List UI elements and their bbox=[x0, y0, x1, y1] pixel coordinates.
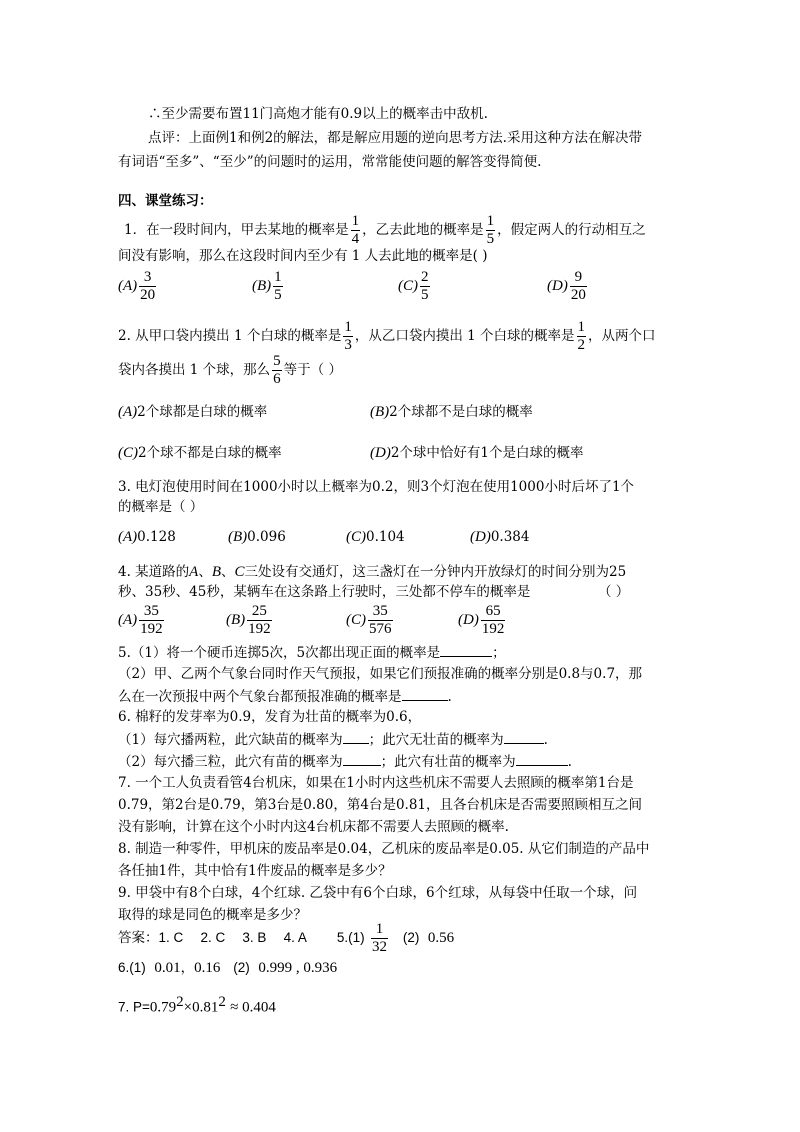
q3-option-d bbox=[470, 527, 529, 547]
section-title: 四、课堂练习： bbox=[118, 193, 213, 209]
q1-option-d-label: (D) bbox=[547, 278, 568, 294]
q2-fraction-1 bbox=[343, 319, 353, 354]
q1-option-a-label: (A) bbox=[118, 278, 138, 294]
q4-option-c bbox=[346, 602, 395, 638]
q4-option-b-fraction bbox=[247, 603, 272, 638]
q4-text-1: 4. 某道路的 bbox=[118, 564, 190, 580]
answer-5-2-value: 0.56 bbox=[427, 930, 455, 946]
q2-text-1: 2. 从甲口袋内摸出 1 个白球的概率是 bbox=[118, 328, 342, 344]
q1-option-d-den: 20 bbox=[570, 287, 586, 303]
q6-blank-4[interactable] bbox=[516, 751, 568, 766]
q1-option-b bbox=[252, 268, 285, 304]
q1-option-a-num: 3 bbox=[139, 269, 156, 287]
q4-option-d-fraction bbox=[481, 603, 506, 638]
answer-1: 1. C bbox=[158, 930, 184, 945]
q1-line-1 bbox=[124, 212, 646, 248]
q5-text-3-end: . bbox=[447, 689, 452, 705]
q2-option-c-text: 2个球不都是白球的概率 bbox=[138, 445, 282, 461]
q4-option-b-label: (B) bbox=[226, 612, 246, 628]
answer-2: 2. C bbox=[200, 930, 226, 945]
q4-option-d bbox=[458, 602, 507, 638]
answer-3: 3. B bbox=[242, 930, 267, 945]
q4-option-d-label: (D) bbox=[458, 612, 479, 628]
q7-line-1: 7. 一个工人负责看管4台机床，如果在1小时内这些机床不需要人去照顾的概率第1台是 bbox=[118, 775, 634, 791]
q1-f1-num: 1 bbox=[351, 213, 360, 229]
q1-option-a bbox=[118, 268, 158, 304]
q8-line-2: 各任抽1件，其中恰有1件废品的概率是多少？ bbox=[118, 863, 392, 879]
q1-option-b-den: 5 bbox=[274, 287, 282, 303]
answer-7-result: ≈ 0.404 bbox=[230, 999, 276, 1016]
q3-option-d-label: (D) bbox=[470, 529, 491, 545]
q2-line-1 bbox=[118, 318, 656, 354]
q7-line-2: 0.79，第2台是0.79，第3台是0.80，第4台是0.81，且各台机床是否需要照顾相互之间 bbox=[118, 797, 643, 813]
q5-text-1-end: ； bbox=[492, 645, 506, 661]
q6-line-3 bbox=[118, 751, 572, 772]
q4-var-c: C bbox=[234, 564, 245, 580]
q3-option-a-label: (A) bbox=[118, 529, 138, 545]
q1-option-c-fraction bbox=[420, 269, 430, 304]
q1-option-a-fraction bbox=[139, 269, 156, 304]
q3-option-b-label: (B) bbox=[228, 529, 248, 545]
q2-option-a-label: (A) bbox=[118, 404, 138, 420]
q6-text-3b: ；此穴有壮苗的概率为 bbox=[380, 754, 516, 770]
q2-fraction-3 bbox=[272, 353, 282, 388]
q4-option-a-fraction bbox=[139, 603, 164, 638]
q2-option-d-text: 2个球中恰好有1个是白球的概率 bbox=[390, 445, 584, 461]
answer-6-label: 6.(1) bbox=[118, 960, 146, 975]
answer-6-value-2: 0.16 bbox=[194, 960, 221, 976]
q2-f1-den: 3 bbox=[344, 337, 352, 353]
q2-option-c bbox=[118, 443, 282, 463]
q2-option-d-label: (D) bbox=[370, 445, 391, 461]
q4-option-b bbox=[226, 602, 274, 638]
answer-6-2-value: 0.999 , 0.936 bbox=[258, 960, 338, 976]
q5-text-3: 么在一次预报中两个气象台都预报准确的概率是 bbox=[118, 689, 402, 705]
q1-fraction-2 bbox=[486, 213, 496, 248]
answer-5-2-label: (2) bbox=[402, 930, 420, 945]
q4-option-d-num: 65 bbox=[481, 603, 506, 621]
q2-f2-den: 2 bbox=[577, 337, 586, 353]
q4-option-a-num: 35 bbox=[139, 603, 164, 621]
answer-7-exp-1: 2 bbox=[176, 994, 184, 1010]
q2-text-5: 等于（ ） bbox=[283, 362, 342, 378]
q1-option-a-den: 20 bbox=[140, 287, 156, 303]
q2-f3-num: 5 bbox=[273, 353, 281, 369]
q3-option-a bbox=[118, 527, 176, 547]
q6-line-2 bbox=[118, 729, 548, 750]
q2-text-4: 袋内各摸出 1 个球，那么 bbox=[118, 362, 271, 378]
q4-option-a bbox=[118, 602, 166, 638]
q1-f2-num: 1 bbox=[486, 213, 495, 229]
answer-6-sep: ， bbox=[180, 960, 195, 976]
answer-7-base-1: 0.79 bbox=[149, 999, 177, 1016]
answer-7-op: × bbox=[183, 999, 193, 1016]
q6-text-3a: （2）每穴播三粒，此穴有苗的概率为 bbox=[118, 754, 343, 770]
answer-7-label: 7. P= bbox=[118, 999, 150, 1015]
q4-option-c-fraction bbox=[368, 603, 393, 638]
q1-text-1: 1．在一段时间内，甲去某地的概率是 bbox=[124, 222, 349, 238]
q4-answer-paren: （ ） bbox=[598, 584, 630, 600]
q4-text-2: 三处设有交通灯，这三盏灯在一分钟内开放绿灯的时间分别为25 bbox=[244, 564, 627, 580]
answers-line-3 bbox=[118, 992, 276, 1018]
q2-f1-num: 1 bbox=[344, 319, 352, 335]
q5-line-1 bbox=[118, 642, 506, 663]
q1-text-3: ，假定两人的行动相互之 bbox=[497, 222, 646, 238]
q4-option-a-label: (A) bbox=[118, 612, 138, 628]
q2-option-b-label: (B) bbox=[370, 404, 390, 420]
answer-5-fraction bbox=[371, 921, 388, 956]
q6-text-2a: （1）每穴播两粒，此穴缺苗的概率为 bbox=[118, 732, 343, 748]
q6-blank-1[interactable] bbox=[343, 729, 369, 744]
q4-option-b-den: 192 bbox=[248, 621, 271, 637]
answers-line-2 bbox=[118, 958, 337, 978]
q2-option-d bbox=[370, 443, 584, 463]
answer-6-value-1: 0.01 bbox=[154, 960, 181, 976]
q6-text-3-end: . bbox=[567, 754, 572, 770]
answer-4: 4. A bbox=[283, 930, 307, 945]
q3-option-c bbox=[346, 527, 405, 547]
q3-option-c-text: 0.104 bbox=[366, 529, 405, 545]
q4-option-c-num: 35 bbox=[368, 603, 393, 621]
q9-line-2: 取得的球是同色的概率是多少？ bbox=[118, 907, 307, 923]
answer-5-label: 5.(1) bbox=[336, 930, 365, 945]
q4-line-2: 秒、35秒、45秒，某辆车在这条路上行驶时，三处都不停车的概率是 bbox=[118, 584, 531, 600]
q4-sep-1: 、 bbox=[198, 564, 212, 580]
q3-line-2: 的概率是（ ） bbox=[118, 499, 204, 515]
q2-f3-den: 6 bbox=[273, 371, 281, 387]
q4-var-a: A bbox=[189, 564, 199, 580]
q4-option-d-den: 192 bbox=[481, 621, 505, 637]
answers-line-1 bbox=[118, 920, 454, 956]
q1-option-d bbox=[547, 268, 589, 304]
q5-blank-1[interactable] bbox=[440, 642, 492, 657]
q2-text-2: ，从乙口袋内摸出 1 个白球的概率是 bbox=[354, 328, 575, 344]
q1-text-2: ，乙去此地的概率是 bbox=[362, 222, 484, 238]
q2-option-c-label: (C) bbox=[118, 445, 138, 461]
q5-line-3 bbox=[118, 686, 452, 707]
q1-option-d-fraction bbox=[570, 269, 587, 304]
q1-option-d-num: 9 bbox=[570, 269, 587, 287]
q1-option-b-num: 1 bbox=[274, 269, 282, 285]
q4-option-a-den: 192 bbox=[140, 621, 163, 637]
q4-sep-2: 、 bbox=[221, 564, 235, 580]
answer-7-base-2: 0.81 bbox=[192, 999, 219, 1016]
q2-text-3: ，从两个口 bbox=[588, 328, 656, 344]
q6-blank-3[interactable] bbox=[343, 751, 381, 766]
q6-text-2b: ；此穴无壮苗的概率为 bbox=[368, 732, 504, 748]
q8-line-1: 8. 制造一种零件，甲机床的废品率是0.04，乙机床的废品率是0.05. 从它们制造的产品中 bbox=[118, 841, 650, 857]
q2-option-a bbox=[118, 402, 267, 422]
q4-option-b-num: 25 bbox=[247, 603, 272, 621]
q3-option-b-text: 0.096 bbox=[247, 529, 286, 545]
q1-option-c bbox=[398, 268, 432, 304]
q3-option-c-label: (C) bbox=[346, 529, 366, 545]
q3-line-1: 3. 电灯泡使用时间在1000小时以上概率为0.2，则3个灯泡在使用1000小时后坏了1个 bbox=[118, 479, 635, 495]
q3-option-a-text: 0.128 bbox=[137, 529, 176, 545]
q1-option-c-label: (C) bbox=[398, 278, 418, 294]
q2-option-a-text: 2个球都是白球的概率 bbox=[137, 404, 268, 420]
q1-option-c-num: 2 bbox=[421, 269, 429, 285]
answer-5-num: 1 bbox=[371, 921, 388, 939]
q9-line-1: 9. 甲袋中有8个白球，4个红球. 乙袋中有6个白球，6个红球，从每袋中任取一个球，问 bbox=[118, 885, 638, 901]
answer-7-exp-2: 2 bbox=[218, 994, 226, 1010]
q1-option-b-fraction bbox=[273, 269, 283, 304]
q7-line-3: 没有影响，计算在这个小时内这4台机床都不需要人去照顾的概率. bbox=[118, 819, 509, 835]
q2-line-2 bbox=[118, 352, 342, 388]
q2-option-b bbox=[370, 402, 533, 422]
q4-option-c-den: 576 bbox=[369, 621, 392, 637]
answers-label: 答案： bbox=[118, 930, 159, 946]
q4-option-c-label: (C) bbox=[346, 612, 366, 628]
intro-line-1: ∴至少需要布置11门高炮才能有0.9以上的概率击中敌机. bbox=[148, 106, 488, 122]
q6-blank-2[interactable] bbox=[504, 729, 544, 744]
q6-line-1: 6. 棉籽的发芽率为0.9，发育为壮苗的概率为0.6， bbox=[118, 709, 422, 725]
q3-option-d-text: 0.384 bbox=[490, 529, 530, 545]
q1-option-c-den: 5 bbox=[421, 287, 429, 303]
intro-line-3: 有词语“至多”、“至少”的问题时的运用，常常能使问题的解答变得简便. bbox=[118, 154, 542, 170]
q1-f1-den: 4 bbox=[351, 231, 360, 247]
q6-text-2-end: . bbox=[543, 732, 548, 748]
q4-line-1 bbox=[118, 562, 626, 582]
answer-5-den: 32 bbox=[371, 939, 387, 955]
intro-line-2: 点评：上面例1和例2的解法，都是解应用题的逆向思考方法.采用这种方法在解决带 bbox=[148, 130, 642, 146]
q1-fraction-1 bbox=[351, 213, 361, 248]
q2-option-b-text: 2个球都不是白球的概率 bbox=[389, 404, 533, 420]
answer-6-2-label: (2) bbox=[233, 960, 250, 975]
q5-text-1: 5.（1）将一个硬币连掷5次，5次都出现正面的概率是 bbox=[118, 645, 441, 661]
q1-f2-den: 5 bbox=[486, 231, 495, 247]
q2-fraction-2 bbox=[577, 319, 587, 354]
q4-var-b: B bbox=[211, 564, 222, 580]
q1-option-b-label: (B) bbox=[252, 278, 272, 294]
q3-option-b bbox=[228, 527, 286, 547]
q5-blank-2[interactable] bbox=[402, 686, 448, 701]
q1-line-2: 间没有影响，那么在这段时间内至少有 1 人去此地的概率是( ) bbox=[118, 248, 488, 264]
q2-f2-num: 1 bbox=[577, 319, 586, 335]
q5-line-2: （2）甲、乙两个气象台同时作天气预报，如果它们预报准确的概率分别是0.8与0.7，那 bbox=[118, 666, 643, 682]
